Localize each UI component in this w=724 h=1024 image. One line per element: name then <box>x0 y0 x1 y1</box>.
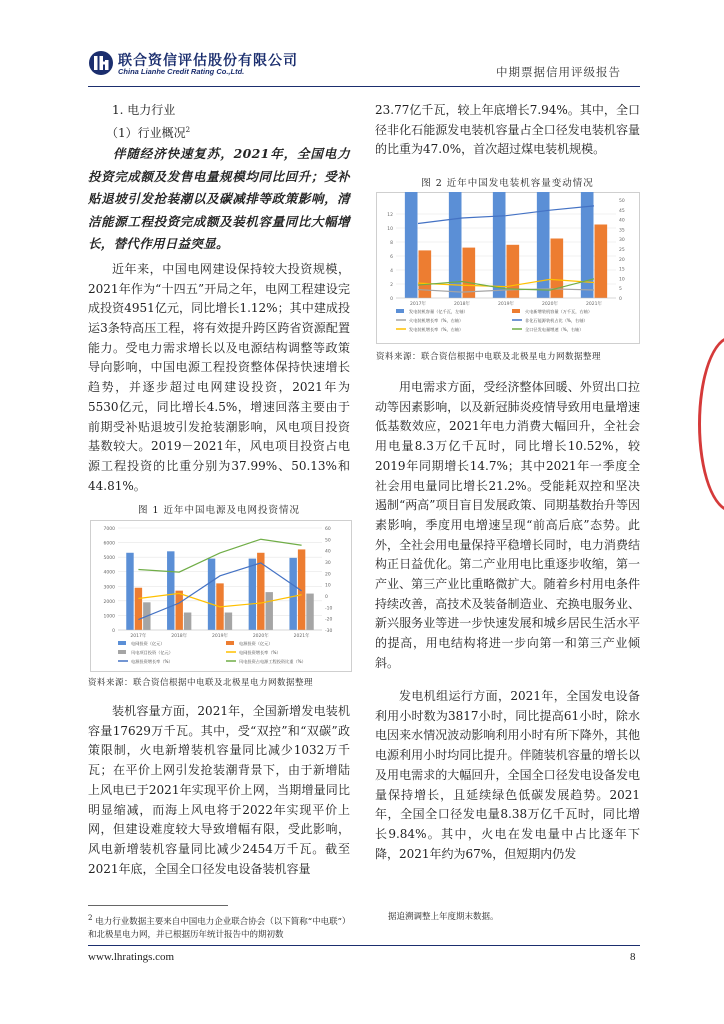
x-tick-label: 2019年 <box>498 302 514 307</box>
bar-2 <box>184 613 191 630</box>
paragraph-generation: 发电机组运行方面，2021年，全国发电设备利用小时数为3817小时，同比提高61小时，除水电因来水情况波动影响利用小时有所下降外，其他电源利用小时均同比提升。伴随装机容量的增长以及用电需求的大幅回升，全国全口径发电设备发电量保持增长，且延续绿色低碳发展趋势。2021年，全国全口径发电量8.38万亿千瓦时，同比增长9.84%。其中，火电在发电量中占比逐年下降，2021年约为67%，但短期内仍发 <box>375 689 640 861</box>
legend-label: 电源投资（亿元） <box>239 641 273 646</box>
footnote-right: 据追溯调整上年度期末数据。 <box>388 912 499 922</box>
bar-0 <box>126 553 133 630</box>
y-tick-right: 40 <box>325 549 331 555</box>
y-tick-left: 0 <box>390 297 393 302</box>
page-number: 8 <box>630 951 636 963</box>
legend-swatch <box>396 309 404 313</box>
bar-1 <box>175 591 182 630</box>
y-tick-right: 20 <box>619 257 625 263</box>
bar-2 <box>266 592 273 630</box>
bar-0 <box>289 558 296 630</box>
y-tick-right: 0 <box>325 595 328 600</box>
paragraph-capacity: 装机容量方面，2021年，全国新增发电装机容量17629万千瓦。其中，受“双控”和“双碳”政策限制，火电新增装机容量同比减少1032万千瓦；在平价上网引发抢装潮背景下，由于新增陆上风电已于2021年实现平价上网，当期增量同比明显缩减，而海上风电将于2022年实现平价上网，但建设难度较大导致增幅有限，受此影响，风电新增装机容量同比减少2454万千瓦。截至2021年底，全国全口径发电设备装机容量 <box>88 704 350 876</box>
y-tick-right: -30 <box>325 629 333 634</box>
y-tick-right: 60 <box>325 527 331 532</box>
legend-swatch <box>118 650 126 654</box>
company-name-en: China Lianhe Credit Rating Co.,Ltd. <box>118 67 245 76</box>
bar-0 <box>537 192 550 298</box>
company-seal <box>698 336 724 512</box>
x-tick-label: 2019年 <box>212 634 228 639</box>
x-tick-label: 2018年 <box>171 634 188 639</box>
legend-label: 电网投资增长率（%） <box>239 650 281 655</box>
bar-1 <box>419 250 432 298</box>
footnote-divider <box>88 905 228 906</box>
y-tick-right: -10 <box>325 606 333 612</box>
figure2-caption: 图 2 近年中国发电装机容量变动情况 <box>421 178 594 189</box>
company-logo-icon <box>88 50 114 76</box>
bar-0 <box>249 559 256 630</box>
bar-0 <box>493 192 506 298</box>
legend-label: 电网投资（亿元） <box>131 641 165 646</box>
bar-1 <box>135 588 142 630</box>
y-tick-right: 10 <box>325 583 331 589</box>
legend-swatch <box>118 641 126 645</box>
y-tick-right: 40 <box>619 218 625 224</box>
y-tick-left: 6000 <box>103 541 115 547</box>
y-tick-left: 4 <box>390 269 393 274</box>
figure2-chart <box>376 192 640 344</box>
x-tick-label: 2021年 <box>586 302 602 307</box>
bar-2 <box>306 594 313 630</box>
legend-swatch <box>226 641 234 645</box>
y-tick-left: 4000 <box>103 570 115 576</box>
x-tick-label: 2021年 <box>293 634 310 639</box>
legend-label: 全口径发电量增速（%，右轴） <box>525 327 584 332</box>
y-tick-right: 25 <box>619 248 625 253</box>
bar-1 <box>595 225 608 299</box>
paragraph-capacity-cont: 23.77亿千瓦，较上年底增长7.94%。其中，全口径非化石能源发电装机容量占全口径发电装机容量的比重为47.0%，首次超过煤电装机规模。 <box>375 103 640 157</box>
x-tick-label: 2020年 <box>542 302 558 307</box>
y-tick-right: 10 <box>619 277 625 283</box>
left-column <box>88 101 350 496</box>
legend-swatch <box>512 309 520 313</box>
y-tick-left: 5000 <box>103 556 115 562</box>
y-tick-right: 20 <box>325 572 331 578</box>
y-tick-right: 30 <box>619 238 625 244</box>
y-tick-right: 50 <box>325 538 331 544</box>
legend-label: 非化石能源装机占比（%，右轴） <box>525 318 588 323</box>
y-tick-right: 5 <box>619 287 622 293</box>
company-name-cn: 联合资信评估股份有限公司 <box>118 53 298 69</box>
report-title: 中期票据信用评级报告 <box>496 65 621 79</box>
header-divider <box>88 86 640 87</box>
figure2-source: 资料来源：联合资信根据中电联及北极星电力网数据整理 <box>376 352 602 362</box>
legend-label: 发电装机增长率（%，右轴） <box>409 327 464 332</box>
y-tick-left: 0 <box>112 629 115 634</box>
legend-label: 发电装机容量（亿千瓦，左轴） <box>409 309 468 314</box>
y-tick-right: 0 <box>619 297 622 302</box>
bar-1 <box>463 248 476 298</box>
y-tick-right: 15 <box>619 267 625 273</box>
legend-label: 火电装机增长率（%，右轴） <box>409 318 464 323</box>
legend-label: 火电新增装机容量（万千瓦，右轴） <box>525 309 593 314</box>
legend-label: 风电投资占电源工程投资比重（%） <box>239 659 306 664</box>
footnote-left: $^2$ 电力行业数据主要来自中国电力企业联合协会（以下简称“中电联”）和北极星电力网，并已根据历年统计报告中的期初数 <box>88 913 347 940</box>
x-tick-label: 2017年 <box>410 302 426 307</box>
bar-0 <box>208 559 215 630</box>
y-tick-left: 10 <box>387 227 393 232</box>
figure1-chart <box>90 520 352 672</box>
legend-label: 电源投资增长率（%） <box>131 659 173 664</box>
footnote-ref: 2 <box>185 125 191 134</box>
y-tick-left: 2000 <box>103 599 115 605</box>
y-tick-left: 6 <box>390 255 393 260</box>
figure1-source: 资料来源：联合资信根据中电联及北极星电力网数据整理 <box>88 678 314 688</box>
x-tick-label: 2020年 <box>252 634 269 639</box>
y-tick-right: 50 <box>619 199 625 204</box>
y-tick-left: 7000 <box>103 527 115 532</box>
section-heading: 1. 电力行业 <box>112 103 176 117</box>
bar-2 <box>225 613 232 630</box>
y-tick-left: 8 <box>390 241 393 246</box>
paragraph-investment: 近年来，中国电网建设保持较大投资规模，2021年作为“十四五”开局之年，电网工程建设完成投资4951亿元，同比增长1.12%；其中建成投运3条特高压工程，将有效提升跨区跨省资源配置能力。受电力需求增长以及电源结构调整等政策导向影响，中国电源工程投资整体保持快速增长趋势，并逐步超过电网建设投资，2021年为5530亿元，同比增长4.5%，增速回落主要由于前期受补贴退坡引发抢装潮影响，风电项目投资基数较大。2019－2021年，风电项目投资占电源工程投资的比重分别为37.99%、50.13%和44.81%。 <box>88 261 350 493</box>
y-tick-left: 12 <box>387 213 393 218</box>
y-tick-left: 3000 <box>103 585 115 591</box>
y-tick-right: -20 <box>325 617 333 623</box>
y-tick-left: 1000 <box>103 614 115 620</box>
bold-summary: 伴随经济快速复苏，2021年，全国电力投资完成额及发售电量规模均同比回升；受补贴退坡引发抢装潮以及碳减排等政策影响，清洁能源工程投资完成额及装机容量同比大幅增长，替代作用日益突显。 <box>88 146 350 252</box>
footer-divider <box>88 945 640 946</box>
figure1-caption: 图 1 近年中国电源及电网投资情况 <box>137 505 301 516</box>
y-tick-right: 45 <box>619 208 625 214</box>
legend-label: 风电项目投资（亿元） <box>131 650 173 655</box>
x-tick-label: 2017年 <box>130 634 147 639</box>
y-tick-left: 2 <box>390 283 393 288</box>
bar-0 <box>405 192 418 298</box>
y-tick-right: 30 <box>325 561 331 566</box>
footer-url[interactable]: www.lhratings.com <box>88 951 175 963</box>
paragraph-demand: 用电需求方面，受经济整体回暖、外贸出口拉动等因素影响，以及新冠肺炎疫情导致用电量增速低基数效应，2021年电力消费大幅回升，全社会用电量8.3万亿千瓦时，同比增长10.52%，较2019年同期增长14.7%；其中2021年一季度全社会用电量同比增长21.2%。受能耗双控和坚决遏制“两高”项目盲目发展政策、同期基数抬升等因素影响，季度用电增速呈现“前高后底”态势。此外，全社会用电量保持平稳增长同时，电力消费结构正日益优化。第二产业用电比重逐步收缩，第一产业、第三产业比重略微扩大。随着乡村用电条件持续改善，高技术及装备制造业、充换电服务业、新兴服务业等进一步快速发展和城乡居民生活水平的提高，用电结构将进一步向第一和第三产业倾斜。 <box>375 380 640 670</box>
x-tick-label: 2018年 <box>454 302 470 307</box>
section-subheading: （1）行业概况$^2$ <box>106 125 191 140</box>
bar-0 <box>167 551 174 630</box>
y-tick-right: 35 <box>619 228 625 234</box>
